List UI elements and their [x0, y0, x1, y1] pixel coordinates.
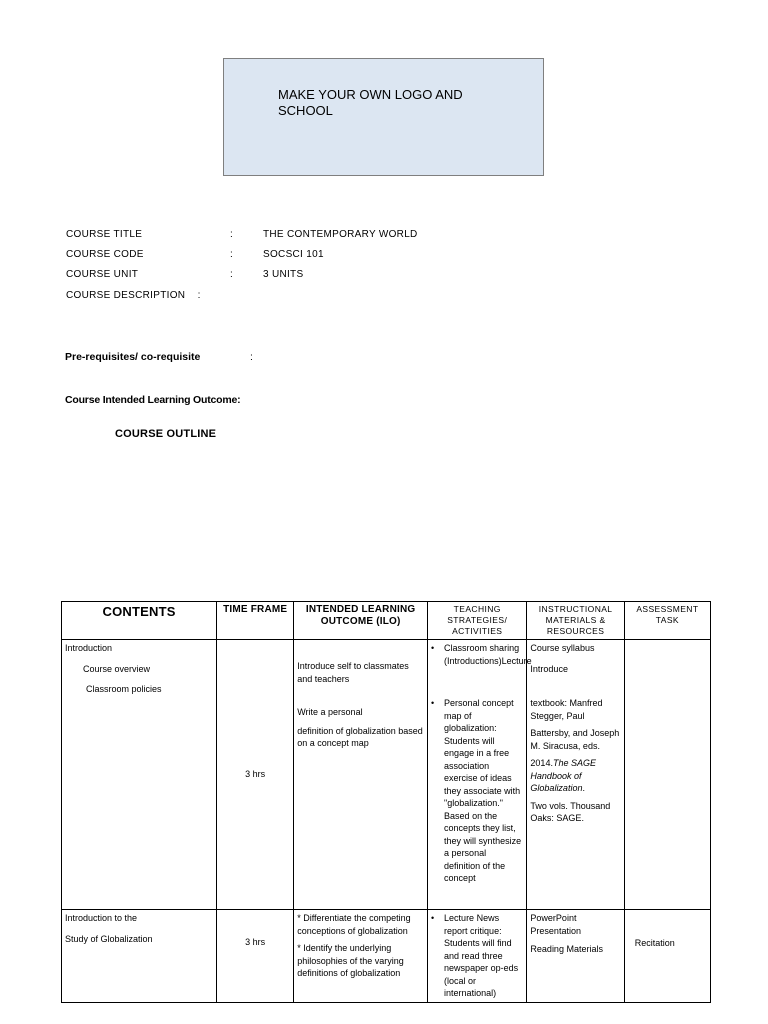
table-row [62, 640, 711, 910]
row1-ilo-item: Write a personal [297, 707, 363, 717]
course-code-colon: : [230, 249, 234, 260]
row1-material-item: Battersby, and Joseph M. Siracusa, eds. [530, 728, 620, 751]
row1-ilo-item: Introduce self to classmates and teachers [297, 661, 409, 684]
row1-material-item: textbook: Manfred Stegger, Paul [530, 698, 603, 721]
course-unit-label: COURSE UNIT [66, 269, 139, 280]
logo-placeholder [223, 58, 544, 176]
row1-materials [527, 640, 624, 910]
course-title-colon: : [230, 229, 234, 240]
row1-contents [62, 640, 217, 910]
row2-ilo-item: * Differentiate the competing conceptions of globalization [297, 913, 411, 936]
row2-contents-item: Introduction to the [65, 913, 138, 923]
course-unit-colon: : [230, 269, 234, 280]
course-title-label: COURSE TITLE [66, 229, 143, 240]
header-strategies: TEACHING STRATEGIES/ ACTIVITIES [428, 602, 527, 640]
citation-end: . [582, 783, 585, 793]
row1-contents-item: Course overview [83, 663, 151, 674]
course-code-label: COURSE CODE [66, 249, 144, 260]
course-code-value: SOCSCI 101 [263, 249, 324, 260]
cilo-label: Course Intended Learning Outcome: [65, 394, 241, 406]
header-contents: CONTENTS [62, 602, 217, 640]
prerequisites-colon: : [250, 351, 253, 363]
table-header-row [62, 602, 711, 640]
header-time-frame: TIME FRAME [217, 602, 294, 640]
course-unit-value: 3 UNITS [263, 269, 304, 280]
row2-time-text: 3 hrs [245, 937, 266, 947]
row2-material-item: PowerPoint Presentation [530, 913, 581, 936]
row1-time-frame [217, 640, 294, 910]
row1-material-item: Course syllabus [530, 643, 595, 653]
row1-assessment [624, 640, 710, 910]
row2-ilo [294, 910, 428, 1003]
row1-strategy-item: • Classroom sharing (Introductions)Lecture [431, 642, 523, 667]
row2-assessment-text: Recitation [634, 938, 675, 948]
course-outline-title: COURSE OUTLINE [115, 428, 217, 440]
row2-ilo-item: * Identify the underlying philosophies of the varying definitions of globalization [297, 943, 404, 978]
row1-ilo [294, 640, 428, 910]
citation-year: 2014. [530, 758, 553, 768]
row2-strategies [428, 910, 527, 1003]
header-ilo: INTENDED LEARNING OUTCOME (ILO) [294, 602, 428, 640]
row1-material-item: Introduce [530, 663, 568, 674]
course-title-value: THE CONTEMPORARY WORLD [263, 229, 418, 240]
row2-assessment [624, 910, 710, 1003]
course-outline-table [61, 601, 711, 1003]
row2-strategy-item: • Lecture News report critique: Students will find and read three newspaper op-eds (local or international) [431, 912, 523, 1000]
row2-material-item: Reading Materials [530, 944, 603, 954]
row2-contents [62, 910, 217, 1003]
row2-time-frame [217, 910, 294, 1003]
row1-material-citation [530, 757, 620, 795]
prerequisites-label: Pre-requisites/ co-requisite [65, 351, 201, 363]
row1-strategies [428, 640, 532, 910]
row1-strategy-item: • Personal concept map of globalization: Students will engage in a free association exercise of ideas they associate with "globalization." Based on the concepts they list, they will synthesize a personal definition of the concept [431, 697, 523, 885]
row1-contents-item: Introduction [65, 643, 113, 653]
row1-ilo-item: definition of globalization based on a concept map [297, 725, 423, 748]
header-materials: INSTRUCTIONAL MATERIALS & RESOURCES [527, 602, 624, 640]
row2-materials [527, 910, 624, 1003]
row2-contents-item: Study of Globalization [65, 933, 153, 944]
header-assessment: ASSESSMENT TASK [624, 602, 710, 640]
row1-contents-item: Classroom policies [86, 684, 162, 694]
course-description-label: COURSE DESCRIPTION : [66, 290, 201, 301]
row1-time-text: 3 hrs [245, 769, 266, 780]
citation-title: The SAGE Handbook of Globalization [530, 758, 596, 793]
logo-placeholder-text: MAKE YOUR OWN LOGO AND SCHOOL [278, 87, 463, 118]
table-row [62, 910, 711, 1003]
row1-material-item: Two vols. Thousand Oaks: SAGE. [530, 800, 611, 823]
